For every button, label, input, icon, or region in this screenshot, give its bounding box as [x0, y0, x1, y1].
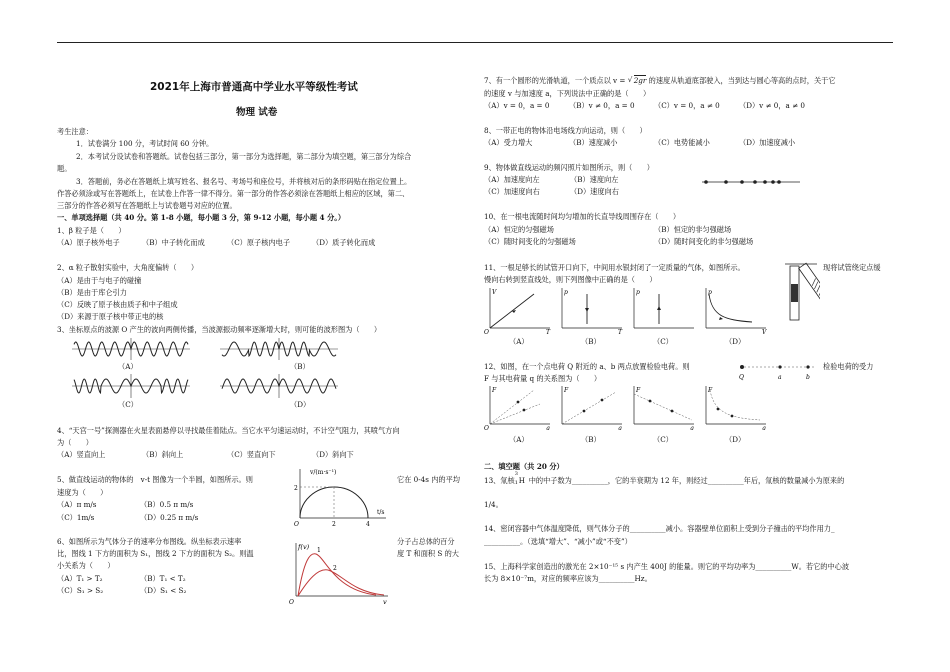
strobe-dot: [704, 180, 708, 184]
section1-heading: 一、单项选择题（共 40 分。第 1-8 小题，每小题 3 分，第 9-12 小题，每小题 4 分。）: [57, 213, 346, 222]
q5-x-label: t/s: [377, 509, 385, 516]
q11-d-xaxis: V: [762, 329, 767, 334]
q7-sqrt-value: 2gr: [633, 76, 647, 85]
q7-option-b[interactable]: （B）v ≠ 0，a = 0: [569, 101, 635, 110]
q12-a-label: a: [778, 374, 782, 381]
q6-x-label: v: [383, 598, 387, 606]
q6-option-a[interactable]: （A）T₁ > T₂: [57, 574, 103, 583]
q6-stem-2: 比，图线 1 下方的面积为 S₁，图线 2 下方的面积为 S₂。则温: [57, 549, 254, 558]
q12-label-b: （B）: [581, 435, 601, 444]
q8-stem: 8、一带正电的物体沿电场线方向运动，则（ ）: [484, 126, 647, 135]
q13-line-2: 1/4。: [484, 500, 503, 509]
q7-stem-1: [484, 76, 836, 86]
q9-stem: 9、物体做直线运动的频闪照片如图所示，则（ ）: [484, 163, 654, 172]
q11-label-a: （A）: [509, 337, 529, 346]
q11-a-xaxis: T: [546, 329, 551, 334]
q3-label-d: （D）: [290, 400, 311, 409]
q7-stem-1a: 7、有一个圆形的光滑轨道，一个质点以 v =: [484, 76, 626, 85]
q3-label-b: （B）: [290, 362, 310, 371]
q12-charge-line: [738, 361, 818, 381]
q4-option-b[interactable]: （B）斜向上: [142, 450, 184, 459]
q13-line-1: [484, 471, 845, 486]
q6-curve-2-label: 2: [333, 565, 337, 572]
q12-stem-1b: 检验电荷的受力: [823, 362, 874, 371]
q5-origin: O: [294, 521, 299, 528]
q13-line-1b: 中的中子数为__________，它的半衰期为 12 年，则经过__________年后，氚核的数量减小为原来的: [528, 476, 845, 485]
q12-d-yaxis: F: [708, 387, 713, 394]
q10-option-d[interactable]: （D）随时间变化的非匀强磁场: [654, 237, 754, 246]
q11-stem-1a: 11、一根足够长的试管开口向下，中间用水银封闭了一定质量的气体，如图所示。: [484, 263, 745, 272]
q1-option-c[interactable]: （C）原子核内电子: [227, 238, 291, 247]
q4-stem-2: 为（ ）: [57, 438, 93, 447]
note-2b: 题。: [57, 164, 72, 173]
q6-stem-1b: 分子占总体的百分: [397, 537, 455, 546]
q5-tick-y2: 2: [294, 485, 298, 492]
q1-options: [57, 238, 375, 248]
q5-vt-graph: [290, 466, 390, 528]
strobe-dot: [724, 180, 728, 184]
q8-option-a[interactable]: （A）受力增大: [484, 138, 533, 147]
q4-option-a[interactable]: （A）竖直向上: [57, 450, 106, 459]
q12-label-a: （A）: [509, 435, 529, 444]
q5-stem-1: 5、做直线运动的物体的 v-t 图像为一个半圆，如图所示。则: [57, 475, 253, 484]
q6-stem-1: 6、如图所示为气体分子的速率分布图线。纵坐标表示速率: [57, 537, 242, 546]
note-3a: 3．答题前，务必在答题纸上填写姓名、报名号、考场号和座位号，并将核对后的条形码贴在指定位置上。: [76, 177, 412, 186]
q9-option-b[interactable]: （B）速度向左: [570, 175, 619, 184]
q7-options: [484, 101, 805, 111]
q6-option-c[interactable]: （C）S₁ > S₂: [57, 586, 104, 595]
q13-atomic-number: 1: [514, 480, 518, 486]
q6-curve-2: [298, 570, 384, 596]
q7-sqrt: [628, 76, 647, 86]
q5-stem-1b: 它在 0-4s 内的平均: [397, 475, 460, 484]
q9-strobe-photo: [700, 177, 802, 187]
q11-d-yaxis: p: [708, 289, 712, 296]
strobe-dot: [777, 180, 781, 184]
q11-graph-b[interactable]: [562, 288, 623, 334]
q2-option-a[interactable]: （A）是由于与电子的碰撞: [57, 276, 142, 285]
q11-label-b: （B）: [581, 337, 601, 346]
q4-options: [57, 450, 354, 460]
q12-label-d: （D）: [725, 435, 746, 444]
top-rule: [57, 42, 893, 43]
q10-option-c[interactable]: （C）随时间变化的匀强磁场: [484, 237, 576, 246]
q6-stem-2b: 度 T 和面积 S 的大: [397, 549, 459, 558]
q5-option-d[interactable]: （D）0.25 π m/s: [140, 513, 199, 522]
q15-line-2: 长为 8×10⁻⁷m，对应的频率应该为__________Hz。: [484, 574, 652, 583]
q12-stem-2: F 与其电荷量 q 的关系图为（ ）: [484, 374, 602, 383]
q12-label-c: （C）: [653, 435, 673, 444]
q3-label-c: （C）: [118, 400, 138, 409]
q11-b-yaxis: p: [564, 289, 568, 296]
q15-line-1: 15、上海科学家创造出的激光在 2×10⁻¹⁵ s 内产生 400J 的能量。则它的平均功率为__________W。若它的中心波: [484, 562, 850, 571]
q11-stem-2: 慢向右转到竖直线处，则下列图像中正确的是（ ）: [484, 275, 657, 284]
q12-a-yaxis: F: [492, 387, 497, 394]
q12-c-yaxis: F: [636, 387, 641, 394]
q12-graph-c[interactable]: [634, 386, 694, 430]
q5-option-c[interactable]: （C）1m/s: [57, 513, 95, 522]
q11-label-d: （D）: [725, 337, 746, 346]
q5-option-b[interactable]: （B）0.5 π m/s: [140, 500, 194, 509]
q12-graphs: [484, 384, 774, 430]
q9-option-c[interactable]: （C）加速度向右: [484, 187, 540, 196]
q11-label-c: （C）: [653, 337, 673, 346]
q11-test-tube-diagram: [782, 262, 820, 322]
q14-line-1: 14、密闭容器中气体温度降低，则气体分子的__________减小。容器壁单位面积上受到分子撞击的平均作用力_: [484, 524, 835, 533]
q7-option-d[interactable]: （D）v ≠ 0，a ≠ 0: [739, 101, 806, 110]
q1-stem: 1、β 粒子是（ ）: [57, 226, 126, 235]
q5-y-label: v/(m·s⁻¹): [310, 469, 337, 476]
q8-options: [484, 138, 795, 148]
note-3c: 三部分的作答必须写在答题纸上与试卷题号对应的位置。: [57, 201, 237, 210]
q7-option-c[interactable]: （C）v = 0，a ≠ 0: [654, 101, 720, 110]
q4-stem-1: 4、“天宫一号”探测器在火星表面悬停以寻找最佳着陆点。当它水平匀速运动时，不计空气阻力，其喷气方向: [57, 426, 400, 435]
note-3b: 作答必须涂或写在答题纸上，在试卷上作答一律不得分。第一部分的作答必须涂在答题纸上相应的区域，第二、: [57, 189, 410, 198]
exam-subtitle: 物理 试卷: [236, 107, 278, 118]
q12-stem-1: 12、如图，在一个点电荷 Q 附近的 a、b 两点放置检验电荷。则: [484, 362, 690, 371]
q12-d-xaxis: q: [762, 425, 766, 430]
q10-stem: 10、在一根电流随时间均匀增加的长直导线周围存在（ ）: [484, 212, 681, 221]
q13-mass-number: 3: [514, 471, 518, 477]
q2-option-d[interactable]: （D）来源于原子核中带正电的核: [57, 312, 164, 321]
q11-graph-d[interactable]: [706, 288, 767, 334]
q8-option-d[interactable]: （D）加速度减小: [739, 138, 796, 147]
q5-tick-x4: 4: [366, 521, 370, 528]
q6-stem-3: 小关系为（ ）: [57, 561, 115, 570]
q12-b-xaxis: q: [618, 425, 622, 430]
q9-option-d[interactable]: （D）速度向右: [570, 187, 619, 196]
q5-option-a[interactable]: （A）π m/s: [57, 500, 97, 509]
strobe-dot: [740, 180, 744, 184]
note-1: 1．试卷满分 100 分，考试时间 60 分钟。: [76, 139, 214, 148]
q11-graphs: [484, 286, 774, 334]
q12-Q-label: Q: [739, 374, 744, 381]
q8-option-c[interactable]: （C）电势能减小: [654, 138, 710, 147]
q1-option-d[interactable]: （D）质子转化而成: [312, 238, 376, 247]
q1-option-b[interactable]: （B）中子转化而成: [142, 238, 205, 247]
q12-graph-d[interactable]: [706, 386, 766, 430]
q6-distribution-graph: [286, 540, 392, 606]
q6-origin: O: [289, 599, 294, 606]
q7-option-a[interactable]: （A）v = 0，a = 0: [484, 101, 550, 110]
q6-option-b[interactable]: （B）T₁ < T₂: [140, 574, 186, 583]
exam-title: 2021年上海市普通高中学业水平等级性考试: [150, 81, 358, 93]
q1-option-a[interactable]: （A）原子核外电子: [57, 238, 120, 247]
q7-stem-2: 的速度 v 与加速度 a，下列说法中正确的是（ ）: [484, 89, 651, 98]
strobe-dot: [753, 180, 757, 184]
q3-wave-b[interactable]: [220, 338, 338, 360]
q6-option-d[interactable]: （D）S₁ < S₂: [140, 586, 187, 595]
q6-y-label: f(v): [298, 543, 310, 551]
q10-option-b[interactable]: （B）恒定的非匀强磁场: [654, 225, 732, 234]
notes-head: 考生注意：: [57, 127, 93, 136]
q5-tick-x2: 2: [332, 521, 336, 528]
q7-stem-1b: 的速度从轨道底部驶入，当到达与圆心等高的点时，关于它: [648, 76, 836, 85]
q11-b-xaxis: T: [618, 329, 623, 334]
q11-stem-1b: 现将试管绕定点缓: [823, 263, 881, 272]
q13-symbol: H: [518, 476, 525, 485]
q11-a-origin: O: [484, 329, 489, 334]
q3-label-a: （A）: [118, 362, 138, 371]
q5-stem-2: 速度为（ ）: [57, 488, 108, 497]
strobe-dot: [771, 180, 775, 184]
q10-option-a[interactable]: （A）恒定的匀强磁场: [484, 225, 554, 234]
q4-option-d[interactable]: （D）斜向下: [312, 450, 354, 459]
q12-graph-b[interactable]: [562, 386, 622, 430]
q7-sqrt-sign: √: [627, 75, 633, 84]
strobe-dot: [763, 180, 767, 184]
q3-wave-c[interactable]: [72, 374, 190, 398]
q8-option-b[interactable]: （B）速度减小: [569, 138, 618, 147]
q12-b-label: b: [806, 374, 810, 381]
q12-c-xaxis: q: [690, 425, 694, 430]
q3-wave-a[interactable]: [72, 338, 190, 360]
q13-nuclide: [514, 471, 529, 486]
q2-option-c[interactable]: （C）反映了原子核由质子和中子组成: [57, 300, 178, 309]
q6-curve-1-label: 1: [317, 547, 321, 554]
q3-wave-d[interactable]: [220, 374, 338, 398]
q12-a-xaxis: q: [546, 425, 550, 430]
q2-option-b[interactable]: （B）是由于库仑引力: [57, 288, 127, 297]
q3-waveforms: [70, 336, 370, 416]
section2-heading: 二、填空题（共 20 分）: [484, 462, 564, 471]
q12-b-yaxis: F: [564, 387, 569, 394]
q3-stem: 3、坐标原点的波源 O 产生的波向两侧传播，当波源振动频率逐渐增大时，则可能的波形图为（ ）: [57, 325, 382, 334]
q11-c-yaxis: p: [636, 289, 640, 296]
q11-a-yaxis: V: [492, 289, 497, 296]
q2-stem: 2、α 粒子散射实验中，大角度偏转（ ）: [57, 263, 199, 272]
q12-a-origin: O: [484, 425, 489, 430]
q12-graph-a[interactable]: [484, 386, 550, 430]
note-2a: 2．本考试分设试卷和答题纸。试卷包括三部分，第一部分为选择题，第二部分为填空题，第三部分为综合: [76, 152, 412, 161]
q9-option-a[interactable]: （A）加速度向左: [484, 175, 540, 184]
q4-option-c[interactable]: （C）竖直向下: [227, 450, 276, 459]
q13-line-1a: 13、氚核: [484, 476, 515, 485]
q11-graph-a[interactable]: [484, 288, 551, 334]
q14-line-2: __________。（选填“增大”、“减小”或“不变”）: [484, 537, 632, 546]
q11-graph-c[interactable]: [634, 288, 694, 328]
